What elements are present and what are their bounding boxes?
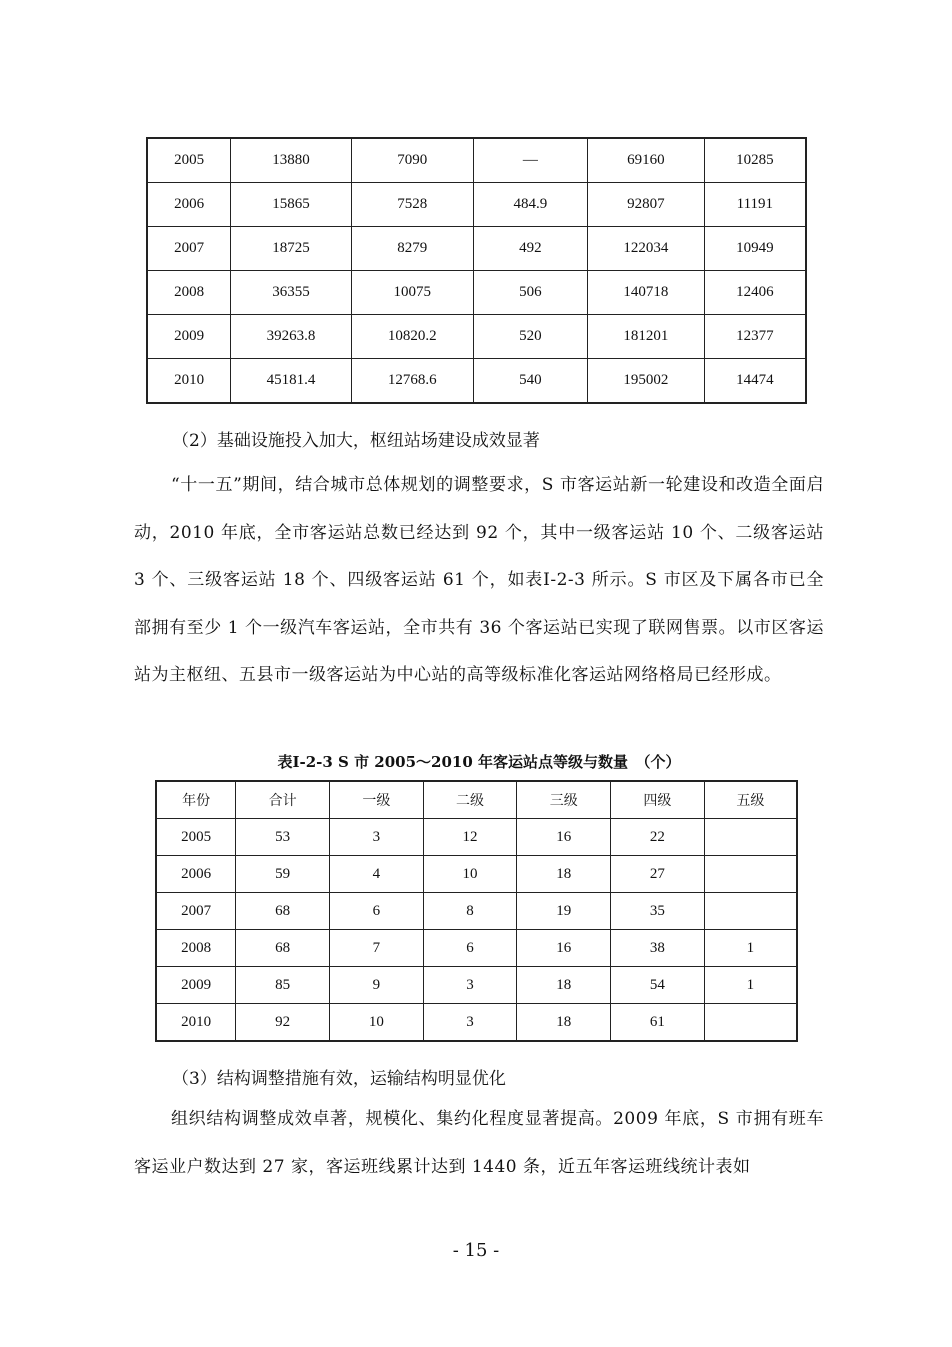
section3-paragraph: 组织结构调整成效卓著，规模化、集约化程度显著提高。2009 年底，S 市拥有班车客运业户数达到 27 家，客运班线累计达到 1440 条，近五年客运班线统计表如 <box>134 1109 824 1177</box>
table-cell: 54 <box>611 967 705 1004</box>
table-cell: 2010 <box>156 1004 236 1042</box>
table-cell: 2005 <box>156 819 236 856</box>
table-cell: 3 <box>329 819 423 856</box>
table-cell: 92 <box>236 1004 330 1042</box>
table-cell: 12 <box>423 819 517 856</box>
table-cell: 8279 <box>351 227 473 271</box>
table-cell: 16 <box>517 930 611 967</box>
table-cell: 92807 <box>588 183 705 227</box>
table-cell: 68 <box>236 893 330 930</box>
table-row <box>156 1004 797 1042</box>
table-cell: 492 <box>473 227 588 271</box>
table-row <box>147 315 806 359</box>
table-cell: 540 <box>473 359 588 404</box>
section2-heading: （2）基础设施投入加大，枢纽站场建设成效显著 <box>172 431 540 451</box>
table-cell: 10949 <box>704 227 806 271</box>
column-header: 三级 <box>517 781 611 819</box>
table-row <box>156 930 797 967</box>
table-cell: 3 <box>423 1004 517 1042</box>
table-row <box>156 967 797 1004</box>
table-cell: 2009 <box>156 967 236 1004</box>
table-cell: 11191 <box>704 183 806 227</box>
table-cell: 22 <box>611 819 705 856</box>
table-cell: 10 <box>329 1004 423 1042</box>
table-cell: 18 <box>517 1004 611 1042</box>
table-cell: 8 <box>423 893 517 930</box>
page-number: - 15 - <box>452 1240 500 1261</box>
table-cell: 1 <box>704 967 797 1004</box>
table-row <box>147 271 806 315</box>
table-cell: 10285 <box>704 138 806 183</box>
table1-body <box>147 138 806 403</box>
table-cell: 3 <box>423 967 517 1004</box>
table-cell: 10 <box>423 856 517 893</box>
table-cell: 35 <box>611 893 705 930</box>
table-cell: 85 <box>236 967 330 1004</box>
table-cell: 10820.2 <box>351 315 473 359</box>
column-header: 一级 <box>329 781 423 819</box>
column-header: 合计 <box>236 781 330 819</box>
table-cell: 6 <box>423 930 517 967</box>
table-cell: 181201 <box>588 315 705 359</box>
table-cell: 13880 <box>231 138 352 183</box>
table-row <box>147 227 806 271</box>
table-cell: 122034 <box>588 227 705 271</box>
section3-heading: （3）结构调整措施有效，运输结构明显优化 <box>172 1069 506 1089</box>
table-cell: 39263.8 <box>231 315 352 359</box>
table-cell <box>704 856 797 893</box>
column-header: 年份 <box>156 781 236 819</box>
table-row <box>147 183 806 227</box>
table-cell: 4 <box>329 856 423 893</box>
table2-body <box>156 819 797 1042</box>
table-cell: 12406 <box>704 271 806 315</box>
table-cell: 69160 <box>588 138 705 183</box>
table2-header-row <box>156 781 797 819</box>
table-cell: 1 <box>704 930 797 967</box>
table-cell <box>704 893 797 930</box>
table-cell: 520 <box>473 315 588 359</box>
table-cell: 18 <box>517 856 611 893</box>
table-cell: 27 <box>611 856 705 893</box>
table-cell: 2006 <box>147 183 231 227</box>
table-cell: 45181.4 <box>231 359 352 404</box>
table-cell <box>704 819 797 856</box>
table-cell: 140718 <box>588 271 705 315</box>
section2-paragraph: “十一五”期间，结合城市总体规划的调整要求，S 市客运站新一轮建设和改造全面启动，2010 年底，全市客运站总数已经达到 92 个，其中一级客运站 10 个、二级客运站 3 个、三级客运站 18 个、四级客运站 61 个，如表I-2-3 所示。S 市区及下属各市已全部拥有至少 1 个一级汽车客运站，全市共有 36 个客运站已实现了联网售票。以市区客运站为主枢纽、五县市一级客运站为中心站的高等级标准化客运站网络格局已经形成。 <box>134 475 824 685</box>
table-cell: 10075 <box>351 271 473 315</box>
table-cell: 506 <box>473 271 588 315</box>
table-cell: 2007 <box>156 893 236 930</box>
table2-caption: 表I-2-3 S 市 2005～2010 年客运站点等级与数量 （个） <box>277 753 681 771</box>
table-cell: 6 <box>329 893 423 930</box>
table-cell: 53 <box>236 819 330 856</box>
table-cell: 68 <box>236 930 330 967</box>
table-cell: 2006 <box>156 856 236 893</box>
table-cell: 15865 <box>231 183 352 227</box>
table-row <box>156 819 797 856</box>
statistics-table-continued <box>146 137 807 404</box>
table-cell: 2007 <box>147 227 231 271</box>
table-cell: 18 <box>517 967 611 1004</box>
table-cell: 484.9 <box>473 183 588 227</box>
column-header: 五级 <box>704 781 797 819</box>
table-cell: 2010 <box>147 359 231 404</box>
table-cell: 61 <box>611 1004 705 1042</box>
table-cell: 9 <box>329 967 423 1004</box>
table-row <box>156 893 797 930</box>
table-row <box>156 856 797 893</box>
station-grade-table <box>155 780 798 1042</box>
table-cell: 59 <box>236 856 330 893</box>
table-row <box>147 359 806 404</box>
column-header: 四级 <box>611 781 705 819</box>
table-cell: 2008 <box>156 930 236 967</box>
table-cell: — <box>473 138 588 183</box>
table-cell: 7528 <box>351 183 473 227</box>
table-cell: 38 <box>611 930 705 967</box>
table-cell: 7090 <box>351 138 473 183</box>
table-cell: 18725 <box>231 227 352 271</box>
table-cell: 2009 <box>147 315 231 359</box>
table-cell: 7 <box>329 930 423 967</box>
table-cell: 19 <box>517 893 611 930</box>
column-header: 二级 <box>423 781 517 819</box>
table-cell: 36355 <box>231 271 352 315</box>
table-cell: 12768.6 <box>351 359 473 404</box>
table-cell: 195002 <box>588 359 705 404</box>
table-cell: 2005 <box>147 138 231 183</box>
table-cell <box>704 1004 797 1042</box>
table-cell: 12377 <box>704 315 806 359</box>
table-cell: 14474 <box>704 359 806 404</box>
table-cell: 16 <box>517 819 611 856</box>
table-row <box>147 138 806 183</box>
table-cell: 2008 <box>147 271 231 315</box>
